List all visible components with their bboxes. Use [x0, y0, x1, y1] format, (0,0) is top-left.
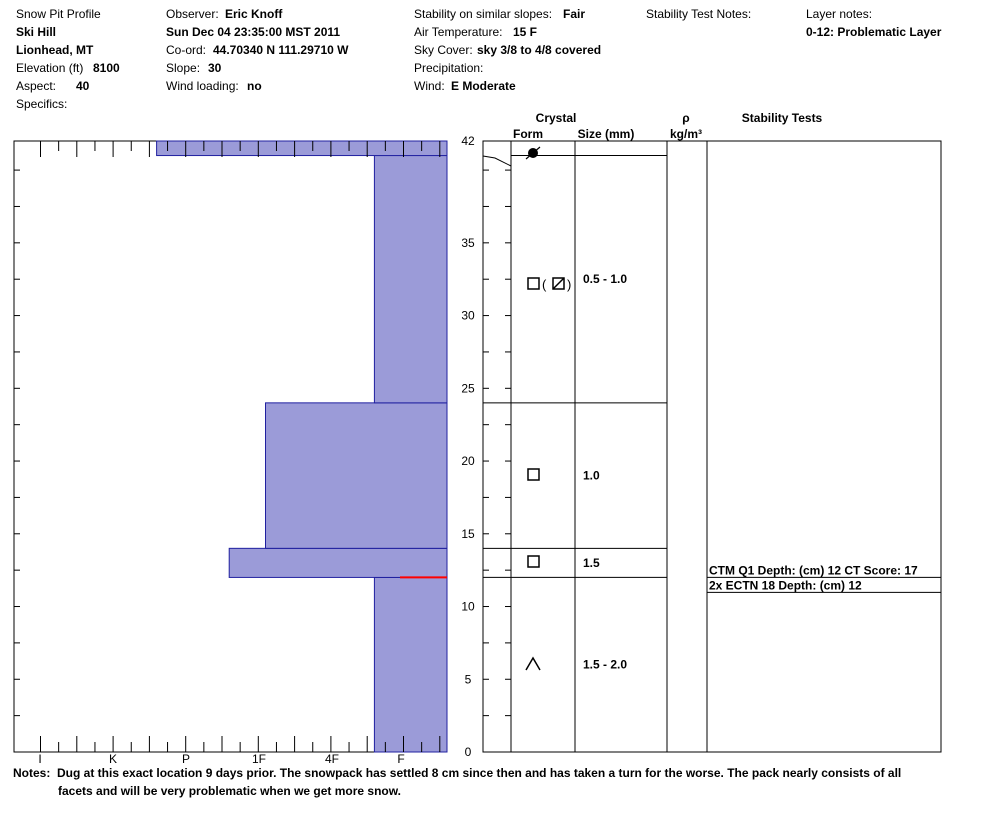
hardness-tick-label: 1F: [251, 752, 267, 766]
faceted-icon: [528, 469, 539, 480]
hardness-tick-label: P: [181, 752, 191, 766]
hardness-tick-label: F: [397, 752, 405, 766]
wind-label: Wind:: [414, 79, 445, 93]
svg-text:(: (: [542, 277, 547, 292]
location-region: Lionhead, MT: [16, 43, 94, 57]
hardness-tick-label: K: [108, 752, 118, 766]
wind-loading-label: Wind loading:: [166, 79, 239, 93]
specifics-label: Specifics:: [16, 97, 68, 111]
layer-table-frame: [483, 141, 941, 752]
density-unit-header: kg/m³: [669, 127, 703, 141]
rho-header: ρ: [682, 111, 690, 125]
aspect-label: Aspect:: [16, 79, 57, 93]
faceted-icon: [528, 556, 539, 567]
precip-label: Precipitation:: [414, 61, 484, 75]
hardness-layer-bar: [266, 403, 448, 548]
hardness-layer-bar: [229, 548, 447, 577]
height-tick-label: 35: [461, 235, 475, 250]
stability-tests-header: Stability Tests: [741, 111, 823, 125]
air-temp-value: 15 F: [513, 25, 538, 39]
notes-line-2: facets and will be very problematic when we get more snow.: [58, 784, 401, 798]
form-header: Form: [513, 127, 543, 141]
height-tick-label: 15: [461, 526, 475, 541]
aspect-value: 40: [76, 79, 90, 93]
depth-hoar-icon: [526, 658, 540, 670]
crystal-size-label: 1.0: [583, 468, 600, 483]
slope-value: 30: [208, 61, 222, 75]
observer-label: Observer:: [166, 7, 219, 21]
hardness-tick-label: 4F: [324, 752, 340, 766]
height-tick-label: 30: [461, 308, 475, 323]
height-tick-label: 42: [461, 134, 475, 148]
hardness-tick-label: I: [38, 752, 42, 766]
observer-value: Eric Knoff: [225, 7, 283, 21]
notes-line-1: Dug at this exact location 9 days prior. The snowpack has settled 8 cm since then and has taken a turn for the worse. The pack nearly consists of all: [57, 766, 902, 780]
sky-label: Sky Cover:: [414, 43, 473, 57]
air-temp-label: Air Temperature:: [414, 25, 503, 39]
height-tick-label: 0: [464, 745, 472, 759]
location-name: Ski Hill: [16, 25, 57, 39]
height-tick-label: 5: [464, 672, 472, 687]
crystal-size-label: 1.5: [583, 555, 600, 570]
stability-tests: [707, 563, 941, 592]
crystal-size-label: 0.5 - 1.0: [583, 272, 628, 287]
graupel-icon: [526, 147, 540, 159]
stability-test-entry: CTM Q1 Depth: (cm) 12 CT Score: 17: [709, 563, 918, 578]
coord-value: 44.70340 N 111.29710 W: [213, 43, 349, 57]
stability-notes-label: Stability Test Notes:: [646, 7, 752, 21]
coord-label: Co-ord:: [166, 43, 207, 57]
notes: [13, 764, 913, 800]
wind-loading-value: no: [247, 79, 262, 93]
height-tick-label: 20: [461, 454, 475, 469]
profile-title: Snow Pit Profile: [16, 7, 101, 21]
layer-connector: [483, 156, 511, 166]
elevation-label: Elevation (ft): [16, 61, 84, 75]
observation-datetime: Sun Dec 04 23:35:00 MST 2011: [166, 25, 341, 39]
crystal-size-label: 1.5 - 2.0: [583, 657, 628, 672]
wind-value: E Moderate: [451, 79, 516, 93]
elevation-value: 8100: [93, 61, 120, 75]
hardness-layer-bar: [374, 156, 447, 403]
height-tick-label: 25: [461, 381, 475, 396]
crystal-header: Crystal: [535, 111, 577, 125]
svg-text:): ): [567, 277, 572, 292]
notes-label: Notes:: [13, 766, 51, 780]
hardness-layers: [157, 141, 447, 752]
faceted-mixed-icon: [528, 277, 571, 292]
layer-notes-value: 0-12: Problematic Layer: [806, 25, 942, 39]
layer-notes-label: Layer notes:: [806, 7, 873, 21]
slope-label: Slope:: [166, 61, 201, 75]
size-header: Size (mm): [577, 127, 635, 141]
stability-value: Fair: [563, 7, 586, 21]
stability-label: Stability on similar slopes:: [414, 7, 553, 21]
height-tick-label: 10: [461, 599, 475, 614]
stability-test-entry: 2x ECTN 18 Depth: (cm) 12: [709, 578, 862, 593]
hardness-layer-bar: [374, 577, 447, 752]
sky-value: sky 3/8 to 4/8 covered: [477, 43, 602, 57]
